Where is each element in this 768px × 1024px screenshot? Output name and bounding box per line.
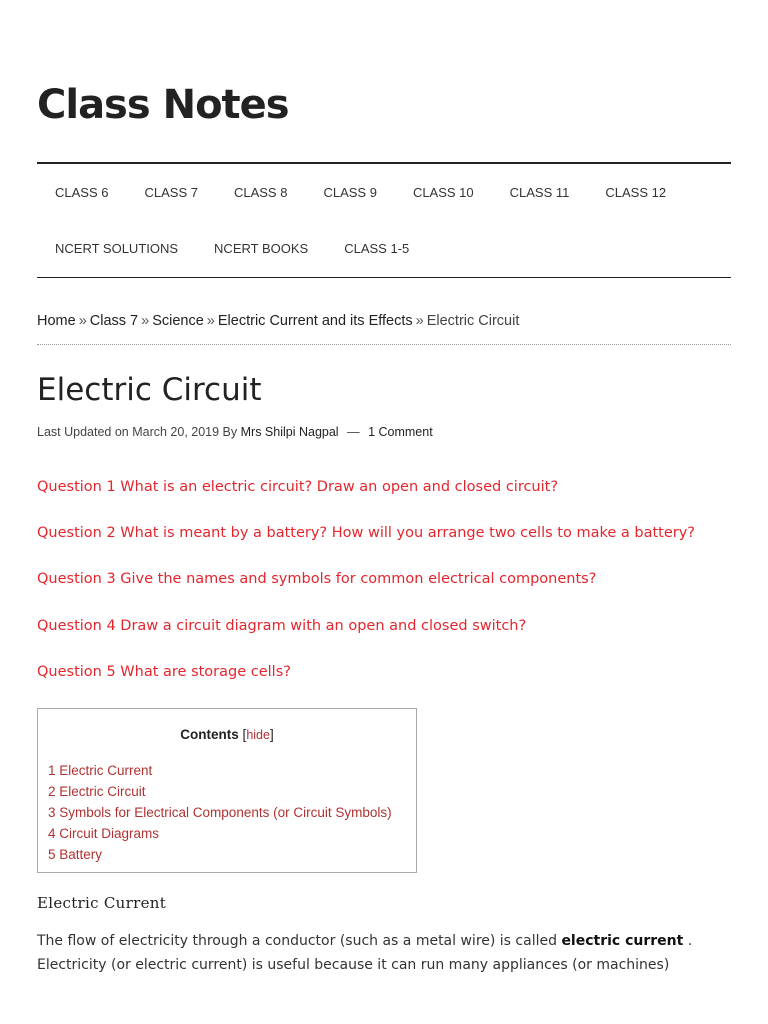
nav-item-class-11[interactable]: CLASS 11 — [509, 184, 570, 200]
toc-hide-toggle[interactable]: hide — [246, 728, 270, 742]
site-title[interactable]: Class Notes — [37, 82, 289, 128]
question-link-2[interactable]: Question 2 What is meant by a battery? How will you arrange two cells to make a battery? — [37, 525, 695, 541]
breadcrumb-separator: » — [141, 313, 150, 329]
toc-item-electric-current[interactable]: 1 Electric Current — [48, 763, 153, 778]
toc-title: Contents — [180, 727, 239, 742]
nav-item-class-6[interactable]: CLASS 6 — [55, 184, 109, 200]
toc-item-electric-circuit[interactable]: 2 Electric Circuit — [48, 784, 146, 799]
post-meta — [37, 425, 433, 439]
breadcrumb — [37, 313, 731, 345]
section-heading: Electric Current — [37, 894, 167, 912]
nav-item-class-9[interactable]: CLASS 9 — [323, 184, 377, 200]
question-link-5[interactable]: Question 5 What are storage cells? — [37, 664, 291, 680]
breadcrumb-class-7[interactable]: Class 7 — [89, 313, 139, 329]
table-of-contents — [37, 708, 417, 873]
paragraph-text: The flow of electricity through a conductor (such as a metal wire) is called — [37, 933, 562, 949]
nav-item-ncert-solutions[interactable]: NCERT SOLUTIONS — [55, 240, 179, 256]
toc-bracket-close: ] — [269, 727, 274, 742]
toc-header — [38, 727, 416, 742]
post-date: Last Updated on March 20, 2019 By — [37, 425, 238, 439]
main-navigation — [37, 162, 731, 278]
toc-item-circuit-diagrams[interactable]: 4 Circuit Diagrams — [48, 826, 160, 841]
breadcrumb-separator: » — [78, 313, 87, 329]
nav-row-1 — [37, 164, 684, 220]
nav-item-class-7[interactable]: CLASS 7 — [144, 184, 198, 200]
body-paragraph — [37, 929, 731, 977]
paragraph-text-continued: . Electricity (or electric current) is useful because it can run many appliances (or machines) — [37, 933, 693, 973]
breadcrumb-separator: » — [206, 313, 215, 329]
breadcrumb-separator: » — [415, 313, 424, 329]
breadcrumb-electric-current-effects[interactable]: Electric Current and its Effects — [217, 313, 413, 329]
question-link-1[interactable]: Question 1 What is an electric circuit? Draw an open and closed circuit? — [37, 479, 559, 495]
nav-row-2 — [37, 220, 427, 276]
breadcrumb-current: Electric Circuit — [426, 313, 520, 329]
question-link-4[interactable]: Question 4 Draw a circuit diagram with an open and closed switch? — [37, 618, 527, 634]
comments-link[interactable]: 1 Comment — [368, 425, 433, 439]
breadcrumb-science[interactable]: Science — [152, 313, 204, 329]
nav-item-class-12[interactable]: CLASS 12 — [605, 184, 667, 200]
nav-item-class-1-5[interactable]: CLASS 1-5 — [344, 240, 410, 256]
nav-item-class-8[interactable]: CLASS 8 — [233, 184, 288, 200]
nav-item-ncert-books[interactable]: NCERT BOOKS — [214, 240, 309, 256]
nav-item-class-10[interactable]: CLASS 10 — [412, 184, 474, 200]
toc-bracket-open: [ — [242, 727, 247, 742]
toc-list — [48, 760, 392, 865]
page-title: Electric Circuit — [37, 372, 262, 408]
paragraph-bold-term: electric current — [561, 933, 684, 949]
meta-separator: — — [347, 425, 360, 439]
toc-item-battery[interactable]: 5 Battery — [48, 847, 103, 862]
breadcrumb-home[interactable]: Home — [37, 313, 76, 329]
toc-item-circuit-symbols[interactable]: 3 Symbols for Electrical Components (or Circuit Symbols) — [48, 805, 392, 820]
author-link[interactable]: Mrs Shilpi Nagpal — [240, 425, 339, 439]
question-link-3[interactable]: Question 3 Give the names and symbols for common electrical components? — [37, 571, 597, 587]
